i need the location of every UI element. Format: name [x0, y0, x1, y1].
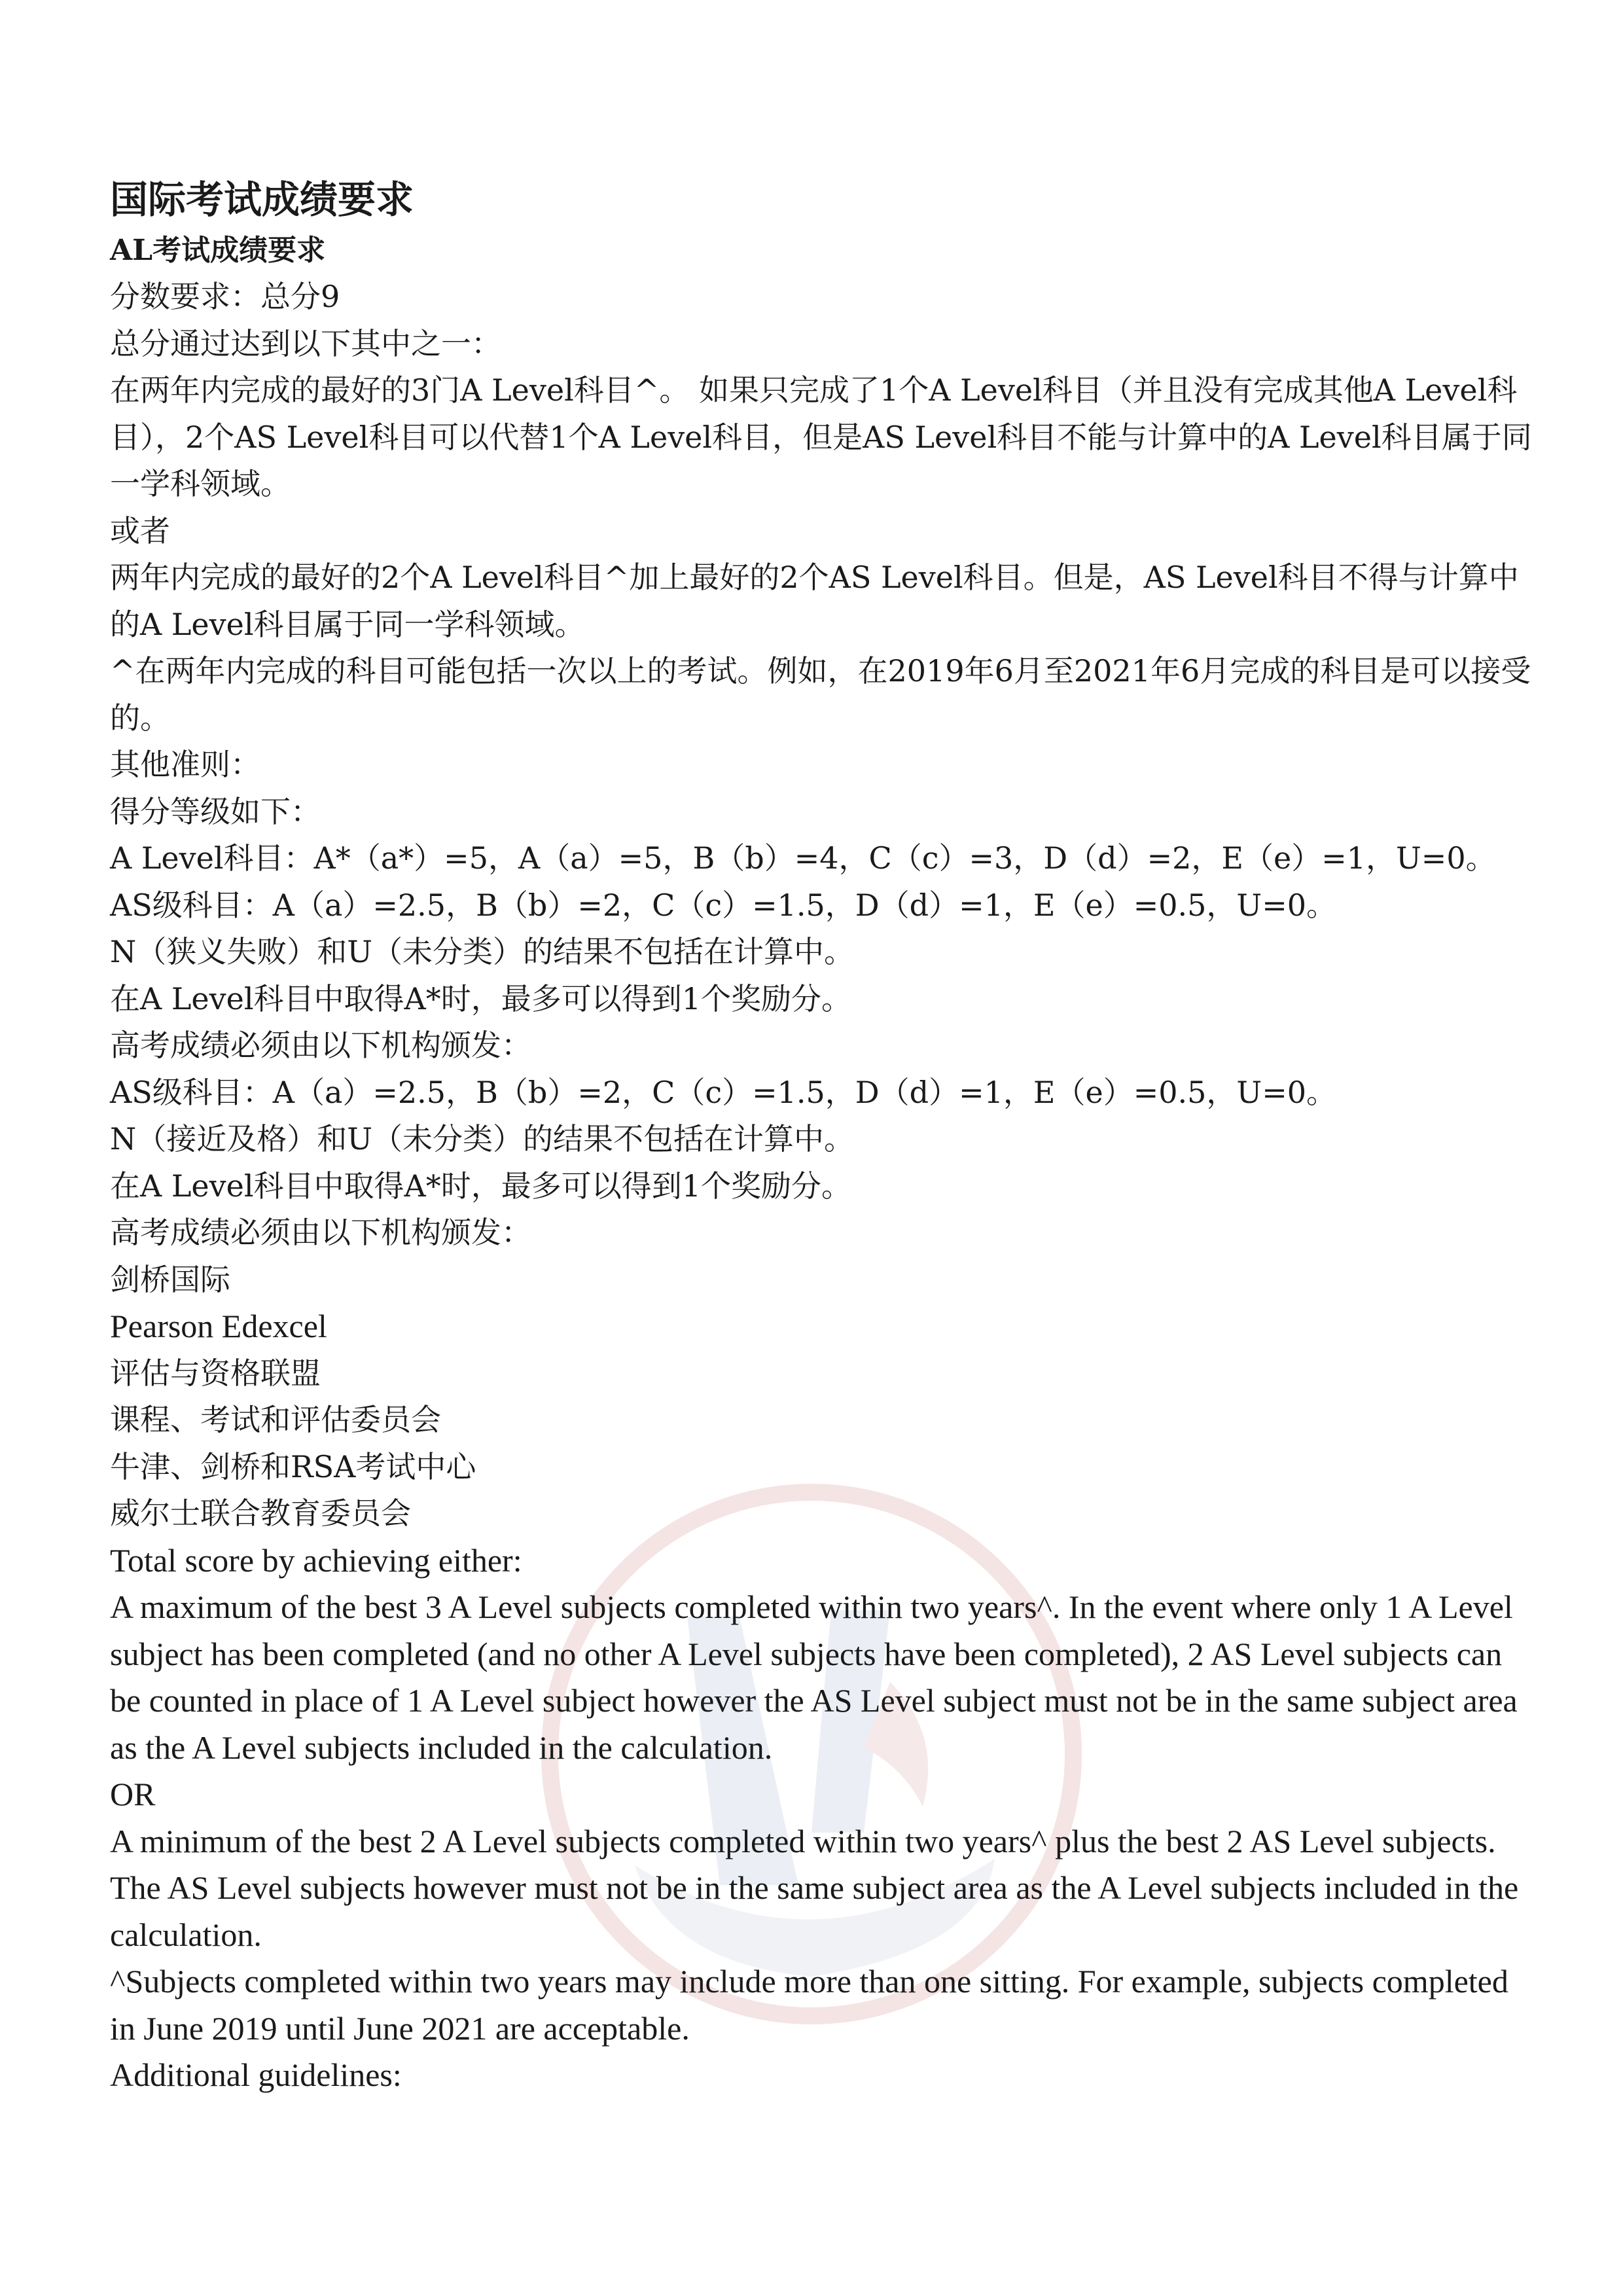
text-line: 其他准则： [110, 747, 260, 782]
document-body [110, 171, 1537, 2099]
text-line: 剑桥国际 [110, 1261, 230, 1297]
text-paragraph: 两年内完成的最好的2个A Level科目^加上最好的2个AS Level科目。但是，AS Level科目不得与计算中的A Level科目属于同一学科领域。 [110, 560, 1519, 642]
text-line: 或者 [110, 512, 170, 548]
text-line: 得分等级如下： [110, 793, 321, 829]
english-line: Additional guidelines: [110, 2056, 402, 2093]
text-line: 高考成绩必须由以下机构颁发： [110, 1215, 531, 1250]
english-line: OR [110, 1776, 156, 1812]
english-paragraph: A maximum of the best 3 A Level subjects completed within two years^. In the event where only 1 A Level subject has been completed (and no other A Level subjects have been completed), 2 AS Level subjects can be counted in place of 1 A Level subject however the AS Level subject must not be in the same subject area as the A Level subjects included in the calculation. [110, 1588, 1518, 1766]
text-line: 在A Level科目中取得A*时，最多可以得到1个奖励分。 [110, 980, 852, 1016]
text-line: 分数要求：总分9 [110, 279, 340, 314]
text-line: 在A Level科目中取得A*时，最多可以得到1个奖励分。 [110, 1168, 852, 1204]
text-line: A Level科目：A*（a*）=5，A（a）=5，B（b）=4，C（c）=3，D（d）=2，E（e）=1，U=0。 [110, 840, 1496, 876]
text-line: 威尔士联合教育委员会 [110, 1496, 411, 1531]
text-line: 高考成绩必须由以下机构颁发： [110, 1028, 531, 1063]
text-line: AS级科目：A（a）=2.5，B（b）=2，C（c）=1.5，D（d）=1，E（e）=0.5，U=0。 [110, 887, 1337, 923]
text-line: 总分通过达到以下其中之一： [110, 325, 501, 361]
text-line: 课程、考试和评估委员会 [110, 1402, 441, 1437]
text-line: 牛津、剑桥和RSA考试中心 [110, 1448, 476, 1484]
text-paragraph: 在两年内完成的最好的3门A Level科目^。 如果只完成了1个A Level科目（并且没有完成其他A Level科目），2个AS Level科目可以代替1个A Level科目，但是AS Level科目不能与计算中的A Level科目属于同一学科领域。 [110, 372, 1532, 501]
english-paragraph: A minimum of the best 2 A Level subjects completed within two years^ plus the best 2 AS Level subjects. The AS Level subjects however must not be in the same subject area as the A Level subjects included in the calculation. [110, 1822, 1519, 1953]
english-line: Total score by achieving either: [110, 1541, 522, 1579]
page-title: 国际考试成绩要求 [110, 177, 414, 222]
text-paragraph: ^在两年内完成的科目可能包括一次以上的考试。例如，在2019年6月至2021年6月完成的科目是可以接受的。 [110, 653, 1531, 736]
text-line: 评估与资格联盟 [110, 1355, 321, 1391]
text-line: Pearson Edexcel [110, 1308, 327, 1344]
text-line: N（接近及格）和U（未分类）的结果不包括在计算中。 [110, 1121, 855, 1157]
english-paragraph: ^Subjects completed within two years may include more than one sitting. For example, subjects completed in June 2019 until June 2021 are acceptable. [110, 1963, 1508, 2047]
section-subtitle: AL考试成绩要求 [110, 234, 326, 267]
text-line: AS级科目：A（a）=2.5，B（b）=2，C（c）=1.5，D（d）=1，E（e）=0.5，U=0。 [110, 1074, 1337, 1110]
text-line: N（狭义失败）和U（未分类）的结果不包括在计算中。 [110, 934, 855, 969]
